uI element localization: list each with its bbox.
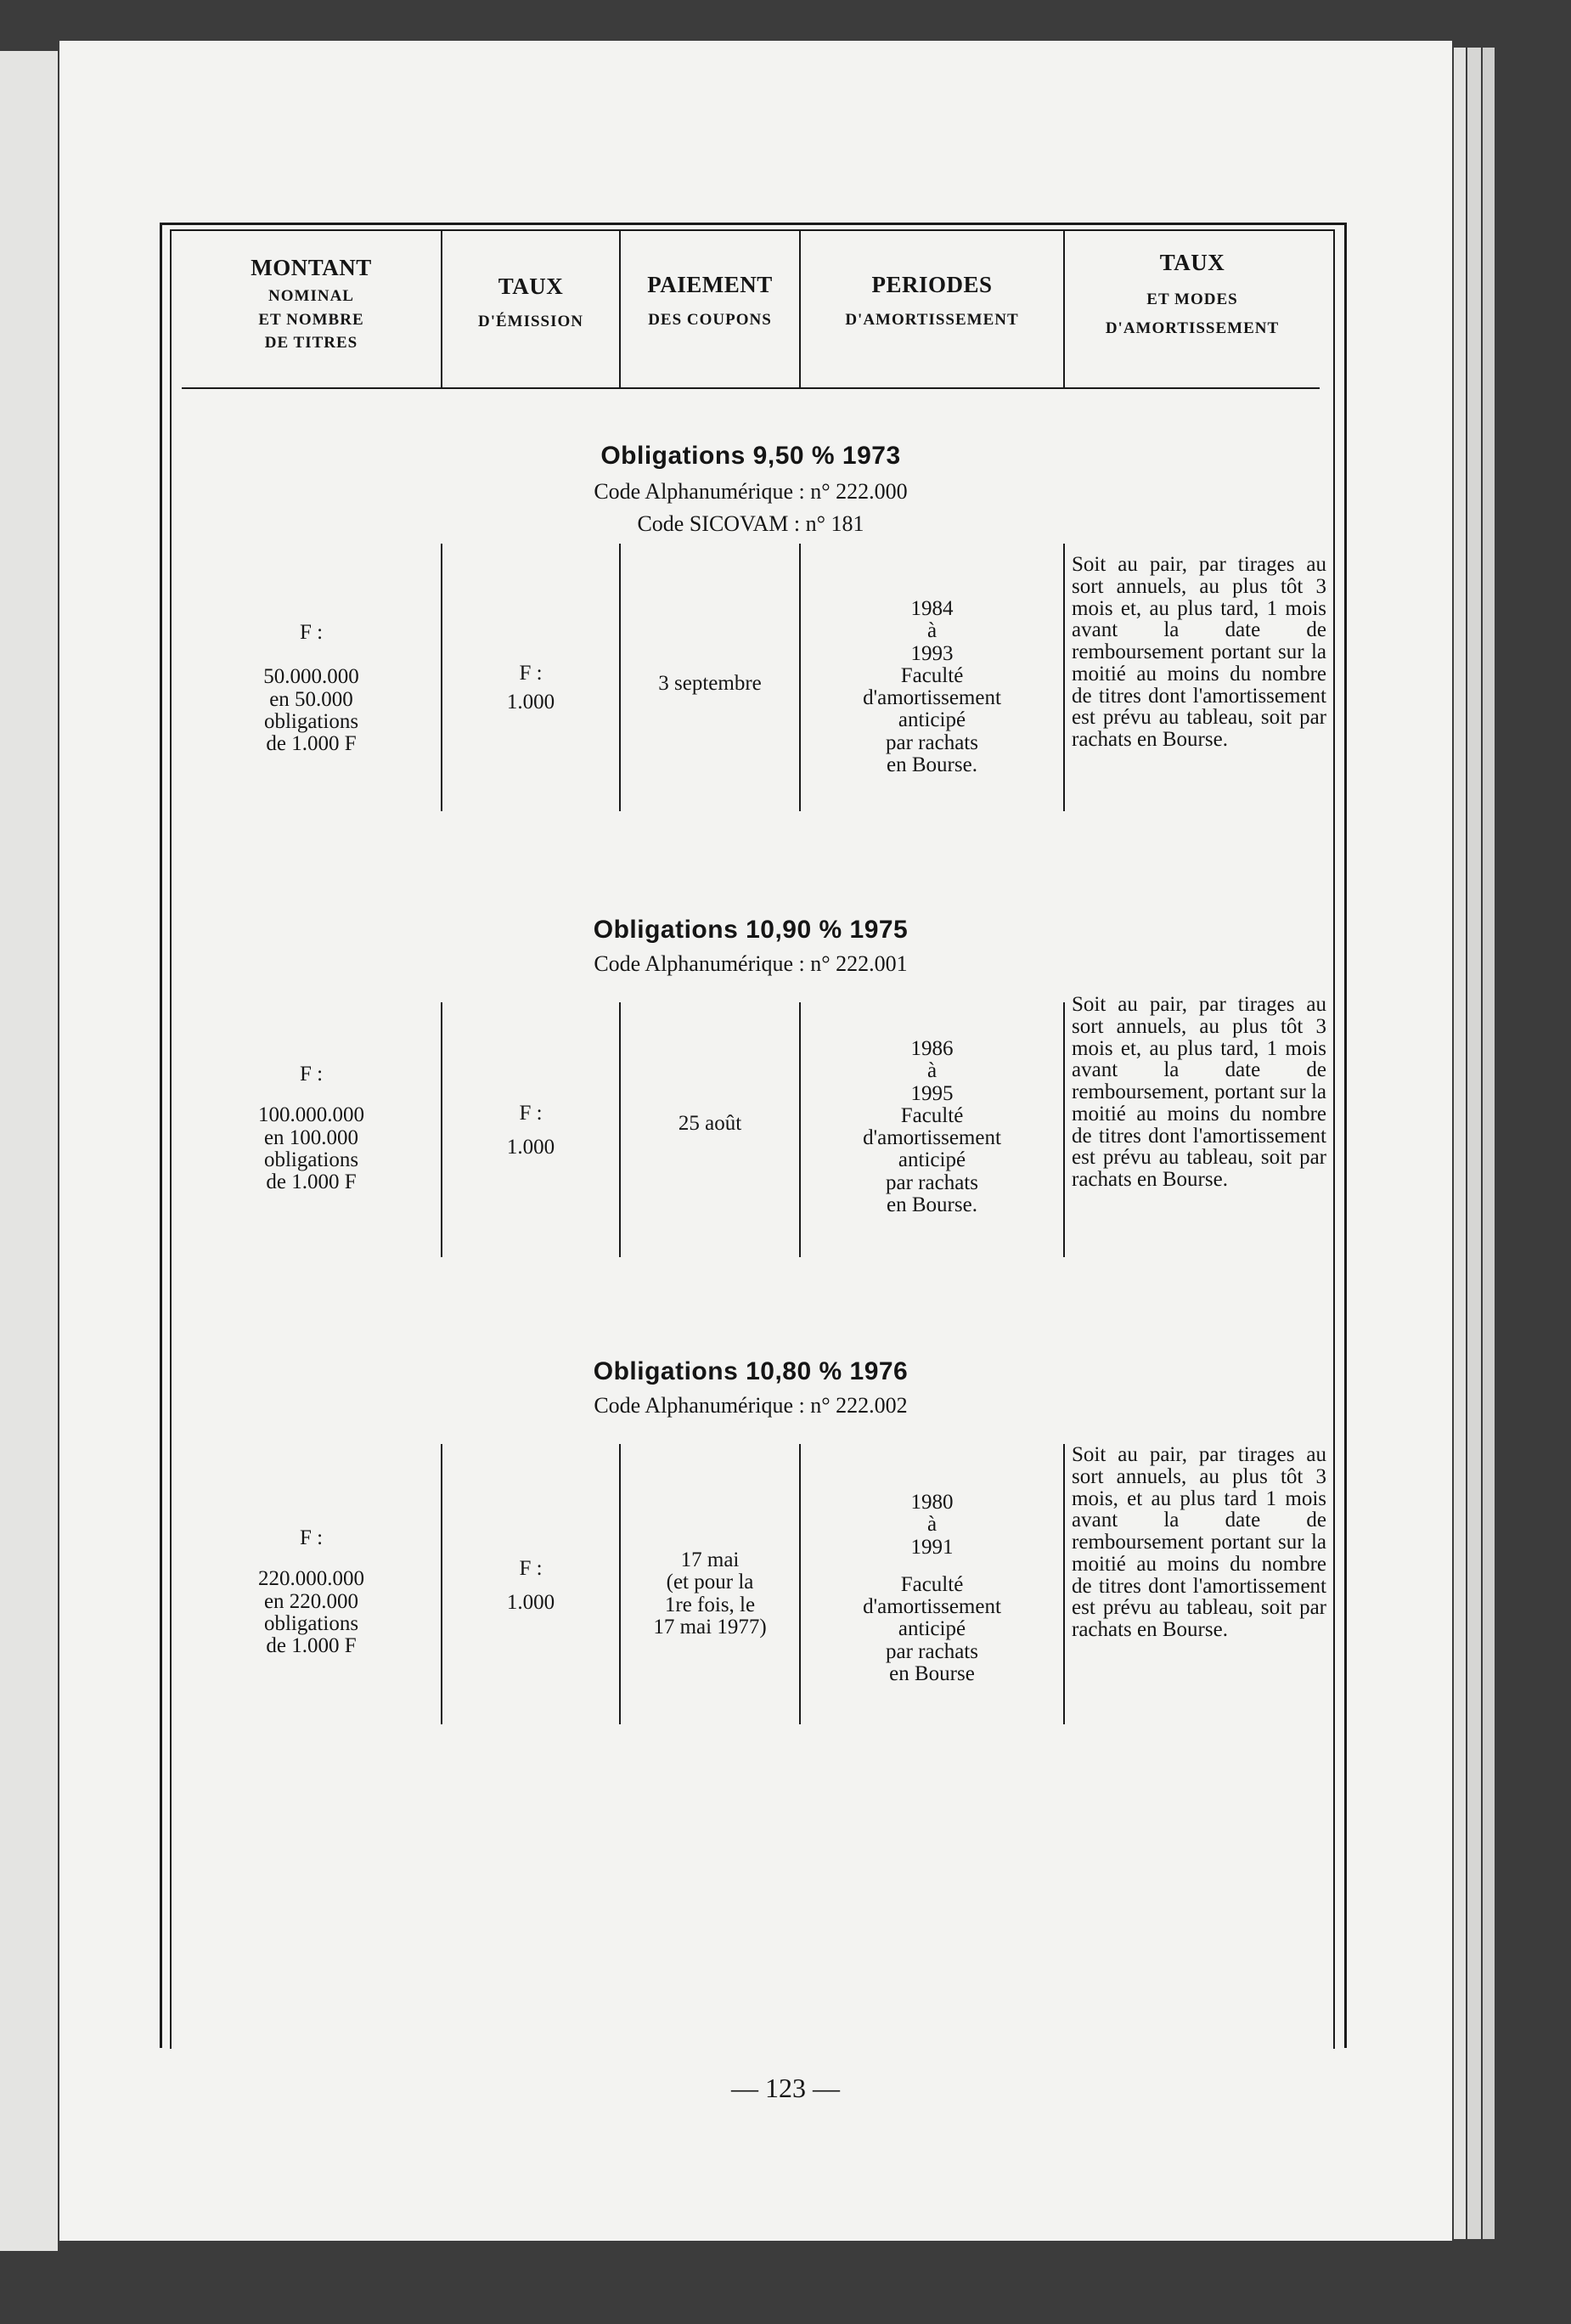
- header-label: TAUX: [498, 274, 564, 299]
- cell-modes: Soit au pair, par tirages au sort annuels, au plus tôt 3 mois et, au plus tard, 1 mois avant la date de remboursement, portant sur la moitié au moins du nombre de titres dont l'amortissement est prévu au tableau, soit par rachats en Bourse.: [1072, 993, 1326, 1191]
- cell-line: 1980: [910, 1491, 954, 1514]
- cell-line: 1991: [910, 1535, 954, 1559]
- cell-line: par rachats: [886, 730, 978, 754]
- cell-line: par rachats: [886, 1170, 978, 1194]
- cell-taux-emission: [442, 663, 619, 714]
- cell-line: 25 août: [678, 1112, 742, 1135]
- header-label: D'AMORTISSEMENT: [845, 311, 1019, 330]
- header-label: PAIEMENT: [647, 272, 773, 297]
- cell-taux-emission: [442, 1558, 619, 1615]
- cell-line: 220.000.000: [258, 1567, 364, 1591]
- cell-line: d'amortissement: [863, 1595, 1001, 1618]
- cell-line: [442, 1580, 619, 1592]
- section-code: Code Alphanumérique : n° 222.001: [594, 951, 908, 976]
- cell-line: 3 septembre: [658, 672, 762, 695]
- cell-paiement: [621, 1113, 799, 1135]
- adjacent-page-edge: [0, 51, 58, 2251]
- cell-line: [442, 1125, 619, 1137]
- cell-line: de 1.000 F: [266, 1170, 357, 1193]
- cell-line: 1re fois, le: [664, 1593, 756, 1616]
- cell-line: anticipé: [898, 1617, 966, 1641]
- header-label: TAUX: [1159, 250, 1225, 275]
- cell-line: en 220.000: [263, 1589, 359, 1613]
- header-label: ET MODES: [1146, 290, 1238, 309]
- header-label: D'ÉMISSION: [477, 313, 584, 331]
- header-label: D'AMORTISSEMENT: [1105, 319, 1280, 337]
- cell-line: 1.000: [506, 1136, 555, 1159]
- cell-modes: Soit au pair, par tirages au sort annuels, au plus tôt 3 mois, et au plus tard 1 mois avant la date de remboursement portant sur la moitié au moins du nombre de titres dont l'amortissement est prévu au tableau, soit par rachats en Bourse.: [1072, 1443, 1326, 1641]
- cell-line: 1.000: [506, 691, 555, 714]
- cell-line: [182, 644, 441, 666]
- cell-line: d'amortissement: [863, 1126, 1001, 1149]
- header-label: ET NOMBRE: [258, 310, 364, 329]
- cell-line: de 1.000 F: [266, 1634, 357, 1657]
- cell-taux-emission: [442, 1103, 619, 1159]
- cell-line: 1984: [910, 597, 954, 620]
- cell-line: à: [926, 619, 938, 643]
- cell-periodes: [801, 598, 1063, 776]
- cell-montant: [182, 1527, 441, 1657]
- cell-line: Faculté: [900, 1572, 964, 1596]
- cell-line: 1995: [910, 1081, 954, 1105]
- cell-line: 50.000.000: [263, 665, 359, 689]
- section-code: Code SICOVAM : n° 181: [637, 511, 864, 536]
- header-label: DE TITRES: [264, 334, 358, 353]
- cell-line: 17 mai: [680, 1548, 740, 1571]
- column-divider: [1063, 1002, 1065, 1257]
- cell-line: 17 mai 1977): [653, 1615, 767, 1639]
- header-label: DES COUPONS: [648, 311, 772, 330]
- cell-line: F :: [519, 1102, 543, 1125]
- cell-line: en Bourse.: [887, 1193, 977, 1216]
- cell-line: F :: [519, 1557, 543, 1580]
- header-montant: [182, 251, 441, 355]
- header-taux-emission: [442, 270, 619, 334]
- cell-line: en 50.000: [269, 687, 353, 711]
- cell-line: 100.000.000: [258, 1103, 364, 1127]
- cell-line: 1993: [910, 641, 954, 665]
- cell-line: par rachats: [886, 1639, 978, 1663]
- cell-line: Faculté: [900, 663, 964, 687]
- cell-line: obligations: [263, 1611, 359, 1635]
- cell-paiement: [621, 1549, 799, 1639]
- cell-line: anticipé: [898, 1148, 966, 1172]
- cell-line: [182, 1549, 441, 1568]
- cell-line: obligations: [263, 709, 359, 733]
- cell-line: à: [926, 1513, 938, 1537]
- cell-montant: [182, 1063, 441, 1193]
- header-paiement: [621, 268, 799, 332]
- cell-line: 1.000: [506, 1591, 555, 1615]
- cell-line: F :: [299, 1526, 324, 1549]
- section-title: Obligations 10,90 % 1975: [593, 916, 909, 944]
- section-title: Obligations 10,80 % 1976: [593, 1357, 909, 1385]
- cell-line: Faculté: [900, 1103, 964, 1127]
- cell-line: à: [926, 1059, 938, 1083]
- page-stack-edge: [1454, 48, 1466, 2239]
- cell-periodes: [801, 1492, 1063, 1685]
- cell-line: obligations: [263, 1148, 359, 1171]
- cell-line: en Bourse.: [887, 753, 977, 776]
- page-number: — 123 —: [731, 2073, 840, 2103]
- page-stack-edge: [1483, 48, 1495, 2239]
- cell-montant: [182, 622, 441, 755]
- cell-line: 1986: [910, 1037, 954, 1060]
- header-label: NOMINAL: [268, 287, 354, 306]
- section-code: Code Alphanumérique : n° 222.000: [594, 479, 908, 504]
- column-divider: [1063, 1444, 1065, 1724]
- cell-line: anticipé: [898, 708, 966, 732]
- cell-modes: Soit au pair, par tirages au sort annuels, au plus tôt 3 mois et, au plus tard, 1 mois avant la date de remboursement portant sur la moitié au moins du nombre de titres dont l'amortissement est prévu au tableau, soit par rachats en Bourse.: [1072, 553, 1326, 751]
- section-code: Code Alphanumérique : n° 222.002: [594, 1393, 908, 1418]
- cell-line: en Bourse: [889, 1661, 975, 1685]
- section-title: Obligations 9,50 % 1973: [600, 442, 901, 470]
- cell-line: F :: [299, 621, 324, 644]
- column-divider: [1063, 544, 1065, 811]
- cell-line: F :: [519, 662, 543, 685]
- cell-line: d'amortissement: [863, 686, 1001, 709]
- cell-line: [182, 1086, 441, 1104]
- header-label: PERIODES: [871, 272, 993, 297]
- cell-paiement: [621, 673, 799, 695]
- header-modes: [1065, 246, 1320, 340]
- cell-periodes: [801, 1038, 1063, 1216]
- cell-line: (et pour la: [666, 1571, 754, 1594]
- cell-line: en 100.000: [263, 1125, 359, 1149]
- header-divider: [182, 387, 1320, 389]
- page-stack-edge: [1467, 48, 1481, 2239]
- cell-line: de 1.000 F: [266, 732, 357, 755]
- header-label: MONTANT: [251, 255, 372, 280]
- header-periodes: [801, 268, 1063, 332]
- cell-line: F :: [299, 1063, 324, 1086]
